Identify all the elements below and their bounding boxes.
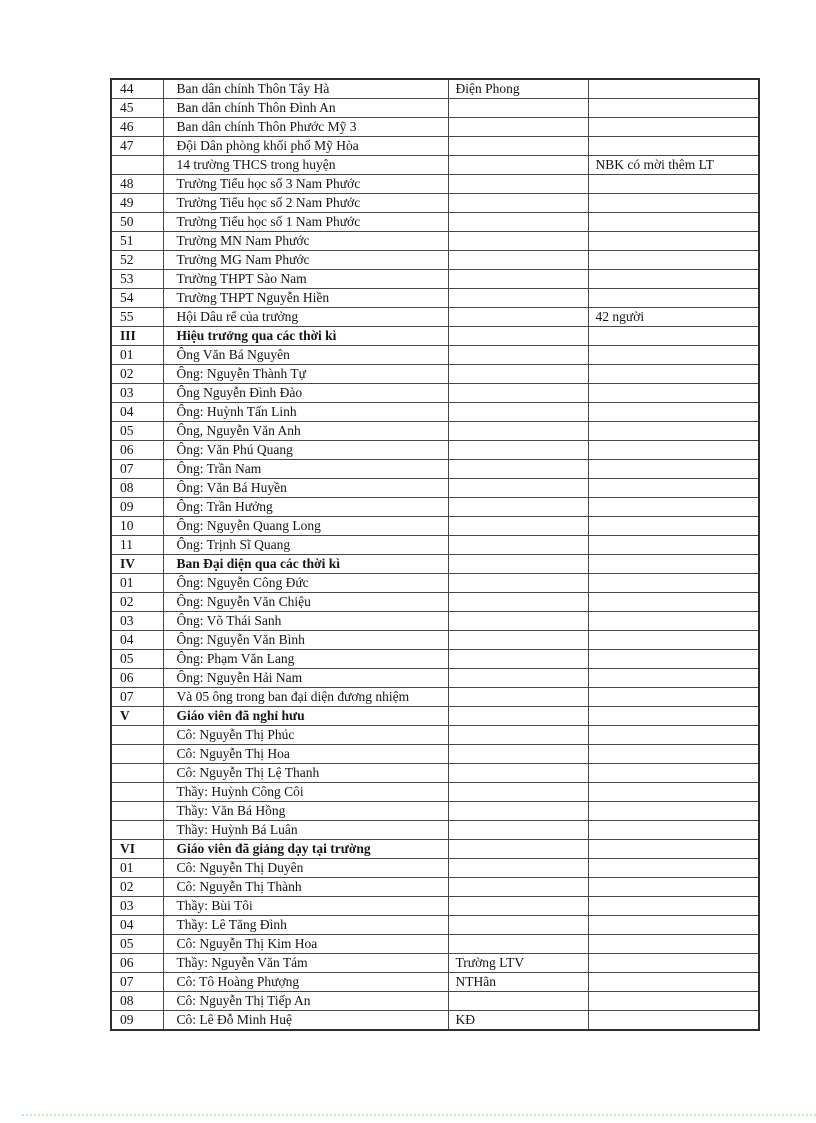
cell-number: 04 <box>111 631 163 650</box>
cell-number: 08 <box>111 992 163 1011</box>
cell-remark <box>588 460 759 479</box>
cell-note <box>448 555 588 574</box>
table-row <box>111 973 759 992</box>
table-row <box>111 821 759 840</box>
cell-note <box>448 308 588 327</box>
cell-name: Trường Tiểu học số 3 Nam Phước <box>163 175 448 194</box>
table-row <box>111 688 759 707</box>
table-row <box>111 441 759 460</box>
cell-remark <box>588 213 759 232</box>
table-row <box>111 650 759 669</box>
cell-number <box>111 726 163 745</box>
cell-name: Ông: Văn Phú Quang <box>163 441 448 460</box>
table-row <box>111 99 759 118</box>
cell-remark <box>588 859 759 878</box>
table-row <box>111 916 759 935</box>
cell-name: Ban dân chính Thôn Phước Mỹ 3 <box>163 118 448 137</box>
cell-name: Ông Văn Bá Nguyên <box>163 346 448 365</box>
cell-note <box>448 251 588 270</box>
cell-number: IV <box>111 555 163 574</box>
cell-number: 09 <box>111 498 163 517</box>
cell-note <box>448 327 588 346</box>
cell-note <box>448 726 588 745</box>
cell-name: Thầy: Huỳnh Công Côi <box>163 783 448 802</box>
cell-number: 49 <box>111 194 163 213</box>
cell-number <box>111 745 163 764</box>
cell-remark <box>588 707 759 726</box>
cell-note <box>448 821 588 840</box>
cell-note <box>448 232 588 251</box>
cell-remark <box>588 897 759 916</box>
cell-remark <box>588 726 759 745</box>
cell-note <box>448 707 588 726</box>
cell-number: 04 <box>111 403 163 422</box>
table-row <box>111 327 759 346</box>
cell-name: Ông: Nguyễn Thành Tự <box>163 365 448 384</box>
cell-name: 14 trường THCS trong huyện <box>163 156 448 175</box>
cell-number: 03 <box>111 384 163 403</box>
cell-name: Trường THPT Sào Nam <box>163 270 448 289</box>
table-row <box>111 289 759 308</box>
table-row <box>111 802 759 821</box>
table-row <box>111 707 759 726</box>
cell-note <box>448 631 588 650</box>
cell-name: Ban dân chính Thôn Đình An <box>163 99 448 118</box>
cell-name: Ông: Võ Thái Sanh <box>163 612 448 631</box>
cell-remark <box>588 137 759 156</box>
cell-name: Ông: Văn Bá Huyền <box>163 479 448 498</box>
cell-name: Giáo viên đã nghỉ hưu <box>163 707 448 726</box>
table-row <box>111 156 759 175</box>
cell-number <box>111 764 163 783</box>
cell-number: 06 <box>111 954 163 973</box>
cell-number: 44 <box>111 79 163 99</box>
cell-note <box>448 441 588 460</box>
table-row <box>111 992 759 1011</box>
cell-name: Thầy: Văn Bá Hồng <box>163 802 448 821</box>
cell-remark <box>588 840 759 859</box>
table-row <box>111 365 759 384</box>
cell-note <box>448 650 588 669</box>
table-row <box>111 175 759 194</box>
table-row <box>111 346 759 365</box>
cell-note <box>448 593 588 612</box>
cell-number: 51 <box>111 232 163 251</box>
cell-number: 54 <box>111 289 163 308</box>
cell-name: Trường Tiểu học số 1 Nam Phước <box>163 213 448 232</box>
cell-note <box>448 403 588 422</box>
cell-remark <box>588 821 759 840</box>
cell-number: 08 <box>111 479 163 498</box>
cell-name: Ông: Nguyễn Văn Bình <box>163 631 448 650</box>
table-row <box>111 536 759 555</box>
cell-remark <box>588 270 759 289</box>
table-row <box>111 460 759 479</box>
cell-number: 09 <box>111 1011 163 1031</box>
cell-note <box>448 270 588 289</box>
cell-name: Cô: Nguyễn Thị Duyên <box>163 859 448 878</box>
table-body <box>111 79 759 1030</box>
cell-number: 01 <box>111 346 163 365</box>
cell-remark <box>588 973 759 992</box>
cell-number: 52 <box>111 251 163 270</box>
table-row <box>111 118 759 137</box>
cell-note <box>448 764 588 783</box>
table-row <box>111 745 759 764</box>
cell-name: Trường MG Nam Phước <box>163 251 448 270</box>
cell-note <box>448 916 588 935</box>
table-row <box>111 79 759 99</box>
cell-name: Trường MN Nam Phước <box>163 232 448 251</box>
cell-number: 02 <box>111 365 163 384</box>
cell-remark <box>588 251 759 270</box>
cell-remark <box>588 517 759 536</box>
cell-remark <box>588 954 759 973</box>
cell-note <box>448 365 588 384</box>
cell-name: Ông: Nguyễn Hải Nam <box>163 669 448 688</box>
cell-note <box>448 498 588 517</box>
cell-remark: 42 người <box>588 308 759 327</box>
table-row <box>111 422 759 441</box>
cell-remark <box>588 79 759 99</box>
cell-number: 04 <box>111 916 163 935</box>
cell-number: 07 <box>111 460 163 479</box>
cell-note: Điện Phong <box>448 79 588 99</box>
cell-number: 53 <box>111 270 163 289</box>
cell-remark <box>588 194 759 213</box>
cell-remark <box>588 612 759 631</box>
cell-number: 10 <box>111 517 163 536</box>
cell-note <box>448 384 588 403</box>
cell-remark <box>588 327 759 346</box>
cell-name: Cô: Nguyễn Thị Tiếp An <box>163 992 448 1011</box>
table-row <box>111 270 759 289</box>
cell-name: Ban dân chính Thôn Tây Hà <box>163 79 448 99</box>
cell-number: 06 <box>111 441 163 460</box>
cell-name: Cô: Nguyễn Thị Lệ Thanh <box>163 764 448 783</box>
cell-number: 48 <box>111 175 163 194</box>
cell-remark <box>588 802 759 821</box>
cell-number: 01 <box>111 859 163 878</box>
cell-remark <box>588 346 759 365</box>
cell-number: 46 <box>111 118 163 137</box>
cell-remark <box>588 593 759 612</box>
cell-note <box>448 878 588 897</box>
cell-note <box>448 745 588 764</box>
cell-note: Trường LTV <box>448 954 588 973</box>
cell-note <box>448 669 588 688</box>
cell-name: Cô: Tô Hoàng Phượng <box>163 973 448 992</box>
cell-remark <box>588 555 759 574</box>
cell-remark <box>588 669 759 688</box>
cell-remark <box>588 403 759 422</box>
table-row <box>111 213 759 232</box>
cell-note <box>448 346 588 365</box>
cell-remark <box>588 422 759 441</box>
cell-remark <box>588 498 759 517</box>
cell-remark <box>588 289 759 308</box>
cell-name: Ông, Nguyễn Văn Anh <box>163 422 448 441</box>
cell-name: Cô: Nguyễn Thị Phúc <box>163 726 448 745</box>
table-row <box>111 194 759 213</box>
cell-note <box>448 992 588 1011</box>
table-row <box>111 897 759 916</box>
cell-number: 01 <box>111 574 163 593</box>
table-row <box>111 612 759 631</box>
cell-name: Cô: Nguyễn Thị Hoa <box>163 745 448 764</box>
cell-remark <box>588 992 759 1011</box>
table-row <box>111 479 759 498</box>
cell-remark <box>588 118 759 137</box>
table-row <box>111 840 759 859</box>
document-table <box>110 78 760 1031</box>
table-row <box>111 555 759 574</box>
table-row <box>111 764 759 783</box>
cell-number: 45 <box>111 99 163 118</box>
cell-number: 06 <box>111 669 163 688</box>
cell-name: Ông: Nguyễn Quang Long <box>163 517 448 536</box>
cell-remark <box>588 878 759 897</box>
cell-name: Giáo viên đã giảng dạy tại trường <box>163 840 448 859</box>
cell-note <box>448 536 588 555</box>
cell-note <box>448 688 588 707</box>
cell-name: Hiệu trưởng qua các thời kì <box>163 327 448 346</box>
cell-remark <box>588 479 759 498</box>
cell-remark <box>588 688 759 707</box>
table-row <box>111 137 759 156</box>
cell-remark <box>588 764 759 783</box>
cell-note <box>448 612 588 631</box>
cell-name: Ông: Phạm Văn Lang <box>163 650 448 669</box>
cell-remark <box>588 99 759 118</box>
table-row <box>111 232 759 251</box>
cell-name: Thầy: Lê Tăng Đình <box>163 916 448 935</box>
cell-remark <box>588 631 759 650</box>
cell-note <box>448 840 588 859</box>
cell-remark <box>588 365 759 384</box>
cell-number: 55 <box>111 308 163 327</box>
text-boundary-line <box>22 1114 816 1116</box>
cell-remark <box>588 536 759 555</box>
cell-name: Cô: Lê Đỗ Minh Huệ <box>163 1011 448 1031</box>
cell-name: Ông: Nguyễn Văn Chiệu <box>163 593 448 612</box>
cell-number: 07 <box>111 688 163 707</box>
table-row <box>111 574 759 593</box>
cell-note <box>448 460 588 479</box>
table-row <box>111 517 759 536</box>
cell-note <box>448 289 588 308</box>
cell-number: 07 <box>111 973 163 992</box>
cell-note <box>448 802 588 821</box>
cell-note <box>448 422 588 441</box>
cell-name: Trường THPT Nguyễn Hiền <box>163 289 448 308</box>
cell-remark <box>588 175 759 194</box>
cell-name: Và 05 ông trong ban đại diện đương nhiệm <box>163 688 448 707</box>
table-row <box>111 859 759 878</box>
table-row <box>111 726 759 745</box>
table-row <box>111 878 759 897</box>
cell-remark <box>588 574 759 593</box>
cell-name: Ông: Trịnh Sĩ Quang <box>163 536 448 555</box>
cell-note: NTHãn <box>448 973 588 992</box>
cell-number <box>111 802 163 821</box>
cell-note <box>448 156 588 175</box>
cell-note <box>448 479 588 498</box>
cell-number: 02 <box>111 878 163 897</box>
table-row <box>111 308 759 327</box>
cell-number: 05 <box>111 422 163 441</box>
cell-name: Ông: Nguyễn Công Đức <box>163 574 448 593</box>
cell-note <box>448 175 588 194</box>
cell-number: 03 <box>111 897 163 916</box>
cell-number <box>111 783 163 802</box>
cell-remark <box>588 1011 759 1031</box>
table-row <box>111 935 759 954</box>
table-row <box>111 1011 759 1031</box>
cell-number <box>111 821 163 840</box>
cell-name: Thầy: Bùi Tôi <box>163 897 448 916</box>
cell-note <box>448 99 588 118</box>
table-row <box>111 251 759 270</box>
cell-name: Thầy: Huỳnh Bá Luân <box>163 821 448 840</box>
cell-name: Cô: Nguyễn Thị Thành <box>163 878 448 897</box>
cell-name: Ông: Trần Nam <box>163 460 448 479</box>
cell-name: Cô: Nguyễn Thị Kim Hoa <box>163 935 448 954</box>
cell-remark <box>588 935 759 954</box>
cell-remark <box>588 384 759 403</box>
table-row <box>111 669 759 688</box>
cell-remark <box>588 783 759 802</box>
cell-name: Trường Tiểu học số 2 Nam Phước <box>163 194 448 213</box>
cell-remark <box>588 650 759 669</box>
cell-name: Đội Dân phòng khối phố Mỹ Hòa <box>163 137 448 156</box>
cell-name: Ông: Huỳnh Tấn Linh <box>163 403 448 422</box>
cell-note <box>448 517 588 536</box>
cell-note <box>448 213 588 232</box>
cell-number: 05 <box>111 650 163 669</box>
cell-number: 05 <box>111 935 163 954</box>
cell-name: Ban Đại diện qua các thời kì <box>163 555 448 574</box>
cell-remark: NBK có mời thêm LT <box>588 156 759 175</box>
cell-note: KĐ <box>448 1011 588 1031</box>
cell-note <box>448 935 588 954</box>
cell-name: Ông: Trần Hưởng <box>163 498 448 517</box>
table-row <box>111 403 759 422</box>
cell-remark <box>588 232 759 251</box>
cell-note <box>448 783 588 802</box>
cell-number: 11 <box>111 536 163 555</box>
cell-note <box>448 118 588 137</box>
table-row <box>111 384 759 403</box>
cell-number <box>111 156 163 175</box>
cell-note <box>448 137 588 156</box>
cell-note <box>448 574 588 593</box>
cell-remark <box>588 745 759 764</box>
table-row <box>111 783 759 802</box>
cell-number: V <box>111 707 163 726</box>
cell-number: 02 <box>111 593 163 612</box>
table-row <box>111 631 759 650</box>
cell-number: VI <box>111 840 163 859</box>
cell-name: Thầy: Nguyễn Văn Tám <box>163 954 448 973</box>
cell-note <box>448 897 588 916</box>
cell-note <box>448 194 588 213</box>
cell-number: 03 <box>111 612 163 631</box>
table-row <box>111 498 759 517</box>
cell-number: III <box>111 327 163 346</box>
table-row <box>111 954 759 973</box>
cell-remark <box>588 916 759 935</box>
cell-name: Hội Dâu rể của trưởng <box>163 308 448 327</box>
cell-remark <box>588 441 759 460</box>
cell-number: 47 <box>111 137 163 156</box>
cell-name: Ông Nguyễn Đình Đào <box>163 384 448 403</box>
cell-number: 50 <box>111 213 163 232</box>
cell-note <box>448 859 588 878</box>
table-row <box>111 593 759 612</box>
